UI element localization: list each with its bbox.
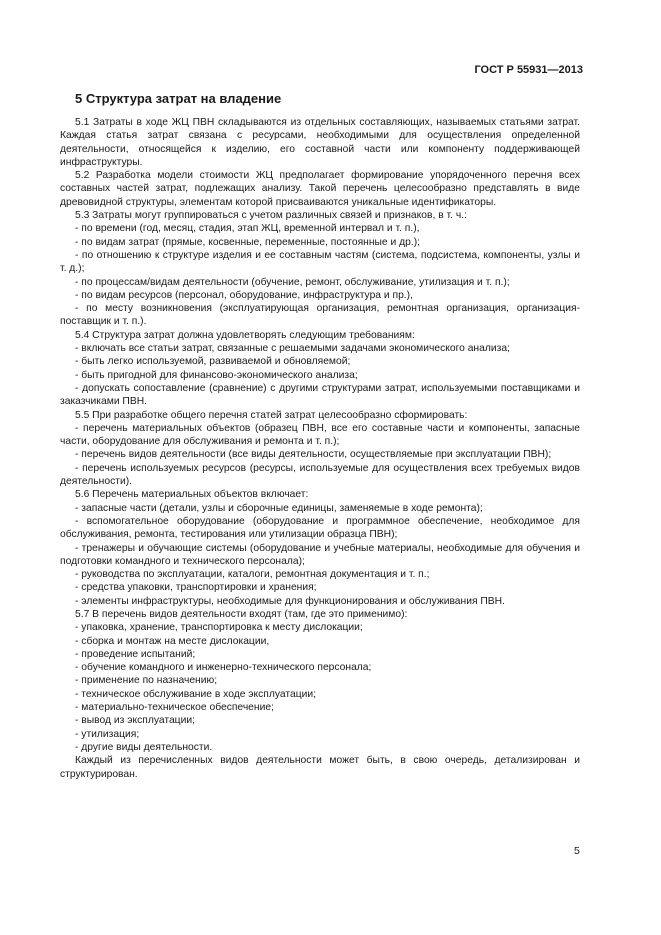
- list-item: - по видам ресурсов (персонал, оборудование, инфраструктура и пр.),: [75, 289, 413, 301]
- page-number: 5: [574, 845, 580, 857]
- list-item: - перечень используемых ресурсов (ресурсы, используемые для осуществления всех требуемых видов деятельности).: [60, 462, 580, 488]
- standard-number: ГОСТ Р 55931—2013: [474, 64, 583, 76]
- list-item: - по отношению к структуре изделия и ее составным частям (система, подсистема, компоненты, узлы и т. д.);: [60, 249, 580, 275]
- paragraph-5-2: 5.2 Разработка модели стоимости ЖЦ предполагает формирование упорядоченного перечня всех составных частей затрат, подлежащих анализу. Такой перечень целесообразно представлять в виде древовидной структуры, элементам которой присваиваются уникальные идентификаторы.: [60, 170, 580, 208]
- paragraph-5-1: 5.1 Затраты в ходе ЖЦ ПВН складываются из отдельных составляющих, называемых статьями затрат. Каждая статья затрат связана с ресурсами, необходимыми для осуществления определенной деятельности, относящейся к изделию, его составной части или компоненту поддерживающей инфраструктуры.: [60, 117, 580, 168]
- list-item: - вспомогательное оборудование (оборудование и программное обеспечение, необходимое для обслуживания, ремонта, тестирования или утилизации образца ПВН);: [60, 515, 580, 541]
- closing-paragraph: Каждый из перечисленных видов деятельности может быть, в свою очередь, детализирован и структурирован.: [60, 755, 580, 780]
- list-item: - другие виды деятельности.: [75, 741, 213, 753]
- section-heading: 5 Структура затрат на владение: [75, 91, 282, 106]
- document-body: [60, 116, 580, 781]
- list-item: - перечень материальных объектов (образец ПВН, все его составные части и компоненты, запасные части, оборудование для обслуживания и ремонта и т. п.);: [60, 422, 580, 448]
- list-item: - элементы инфраструктуры, необходимые для функционирования и обслуживания ПВН.: [75, 595, 505, 607]
- paragraph-5-5: 5.5 При разработке общего перечня статей затрат целесообразно сформировать:: [75, 409, 468, 421]
- paragraph-5-6: 5.6 Перечень материальных объектов включает:: [75, 489, 309, 501]
- list-item: - применение по назначению;: [75, 675, 218, 687]
- list-item: - руководства по эксплуатации, каталоги, ремонтная документация и т. п.;: [75, 569, 430, 581]
- list-item: - перечень видов деятельности (все виды деятельности, осуществляемые при эксплуатации ПВН);: [75, 449, 552, 461]
- list-item: - включать все статьи затрат, связанные с решаемыми задачами экономического анализа;: [75, 343, 510, 355]
- list-item: - вывод из эксплуатации;: [75, 715, 195, 727]
- list-item: - по видам затрат (прямые, косвенные, переменные, постоянные и др.);: [75, 236, 421, 248]
- list-item: - проведение испытаний;: [75, 648, 196, 660]
- paragraph-5-3: 5.3 Затраты могут группироваться с учетом различных связей и признаков, в т. ч.:: [75, 210, 467, 222]
- list-item: - по месту возникновения (эксплуатирующая организация, ремонтная организация, организация-поставщик и т. п.).: [60, 303, 580, 328]
- paragraph-5-7: 5.7 В перечень видов деятельности входят (там, где это применимо):: [75, 608, 408, 620]
- list-item: - допускать сопоставление (сравнение) с другими структурами затрат, используемыми поставщиками и заказчиками ПВН.: [60, 382, 580, 408]
- list-item: - быть легко используемой, развиваемой и обновляемой;: [75, 356, 351, 368]
- list-item: - запасные части (детали, узлы и сборочные единицы, заменяемые в ходе ремонта);: [75, 502, 483, 514]
- list-item: - материально-техническое обеспечение;: [75, 702, 274, 714]
- list-item: - по процессам/видам деятельности (обучение, ремонт, обслуживание, утилизация и т. п.);: [75, 276, 510, 288]
- list-item: - сборка и монтаж на месте дислокации,: [75, 635, 270, 647]
- list-item: - по времени (год, месяц, стадия, этап ЖЦ, временной интервал и т. п.),: [75, 223, 420, 235]
- list-item: - быть пригодной для финансово-экономического анализа;: [75, 369, 358, 381]
- list-item: - средства упаковки, транспортировки и хранения;: [75, 582, 317, 594]
- list-item: - тренажеры и обучающие системы (оборудование и учебные материалы, необходимые для обучения и подготовки командного и технического персонала);: [60, 542, 580, 567]
- list-item: - упаковка, хранение, транспортировка к месту дислокации;: [75, 622, 363, 634]
- list-item: - обучение командного и инженерно-технического персонала;: [75, 662, 372, 674]
- list-item: - техническое обслуживание в ходе эксплуатации;: [75, 688, 317, 700]
- paragraph-5-4: 5.4 Структура затрат должна удовлетворять следующим требованиям:: [75, 329, 415, 341]
- list-item: - утилизация;: [75, 728, 140, 740]
